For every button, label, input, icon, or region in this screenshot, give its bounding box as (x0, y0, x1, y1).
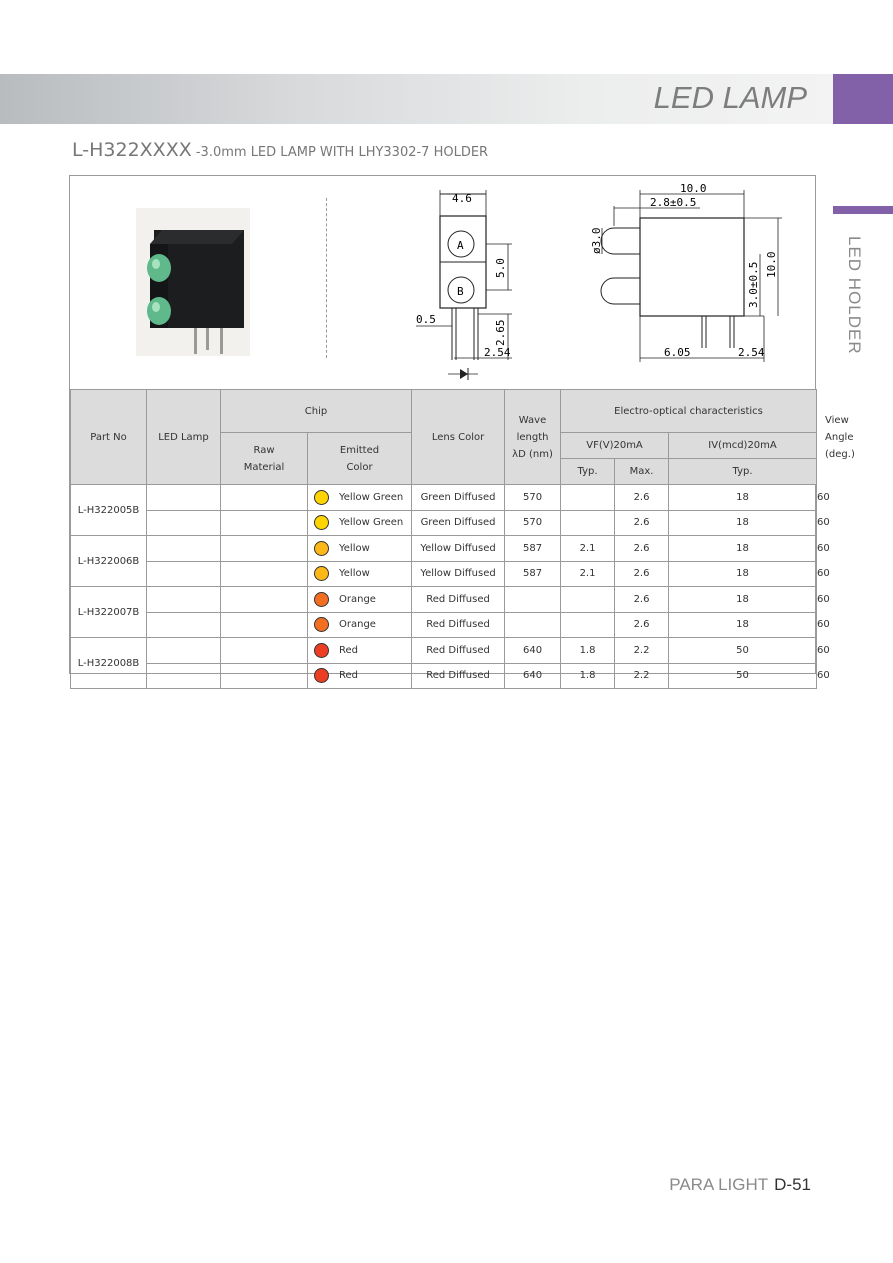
lens-color-cell: Red Diffused (412, 663, 505, 689)
raw-material-cell (221, 638, 308, 664)
iv-typ-cell: 18 (669, 612, 817, 638)
product-title (72, 139, 488, 161)
wavelength-cell: 640 (505, 638, 561, 664)
dim-total-height: 10.0 (765, 251, 778, 278)
wavelength-cell (505, 587, 561, 613)
dim-bottom: 6.05 (664, 346, 691, 359)
raw-material-cell (221, 536, 308, 562)
emitted-color-cell (308, 510, 412, 536)
wavelength-cell: 587 (505, 561, 561, 587)
th-vf-typ: Typ. (561, 459, 615, 485)
page-category-title: LED LAMP (653, 80, 807, 115)
vf-typ-cell (561, 587, 615, 613)
dim-pitch-side: 2.54 (738, 346, 765, 359)
led-lamp-cell (147, 485, 221, 511)
dimension-drawing (400, 178, 820, 388)
header-accent-block (833, 74, 893, 124)
vf-max-cell: 2.6 (615, 485, 669, 511)
iv-typ-cell: 18 (669, 561, 817, 587)
dim-top-width: 10.0 (680, 182, 707, 195)
th-vf-max: Max. (615, 459, 669, 485)
table-row: Yellow Yellow Diffused 587 2.1 2.6 18 60 (71, 561, 817, 587)
th-electro-optical: Electro-optical characteristics (561, 390, 817, 433)
led-lamp-cell (147, 561, 221, 587)
vf-max-cell: 2.6 (615, 587, 669, 613)
page-footer (669, 1175, 811, 1195)
emitted-color-text: Red (339, 644, 358, 656)
table-row: Yellow Green Green Diffused 570 2.6 18 60 (71, 510, 817, 536)
dim-offset: 2.8±0.5 (650, 196, 697, 209)
emitted-color-text: Yellow (339, 542, 370, 554)
color-dot-icon (314, 668, 329, 683)
th-chip: Chip (221, 390, 412, 433)
dim-lens: ø3.0 (590, 227, 603, 254)
part-no-cell: L-H322005B (71, 485, 147, 536)
wavelength-cell: 587 (505, 536, 561, 562)
color-dot-icon (314, 566, 329, 581)
emitted-color-cell (308, 612, 412, 638)
emitted-color-text: Yellow Green (339, 517, 404, 529)
th-vf: VF(V)20mA (561, 433, 669, 459)
section-divider (326, 198, 327, 358)
th-lens-color: Lens Color (412, 390, 505, 485)
th-wavelength: Wave length λD (nm) (505, 390, 561, 485)
emitted-color-cell (308, 663, 412, 689)
iv-typ-cell: 18 (669, 587, 817, 613)
color-dot-icon (314, 617, 329, 632)
led-lamp-cell (147, 510, 221, 536)
th-raw-material: Raw Material (221, 433, 308, 485)
vf-max-cell: 2.2 (615, 638, 669, 664)
led-lamp-cell (147, 612, 221, 638)
label-b: B (457, 285, 464, 298)
raw-material-cell (221, 612, 308, 638)
raw-material-cell (221, 587, 308, 613)
footer-brand: PARA LIGHT (669, 1175, 769, 1194)
table-row: L-H322006B Yellow Yellow Diffused 587 2.1 2.6 18 60 (71, 536, 817, 562)
lens-color-cell: Yellow Diffused (412, 536, 505, 562)
th-part-no: Part No (71, 390, 147, 485)
table-row: L-H322007B Orange Red Diffused 2.6 18 60 (71, 587, 817, 613)
led-lamp-cell (147, 663, 221, 689)
emitted-color-text: Orange (339, 593, 376, 605)
lens-color-cell: Red Diffused (412, 638, 505, 664)
header-banner (0, 74, 833, 124)
vf-typ-cell (561, 612, 615, 638)
emitted-color-text: Yellow Green (339, 491, 404, 503)
emitted-color-text: Red (339, 670, 358, 682)
spec-table: Part No LED Lamp Chip Lens Color Wave length λD (nm) Electro-optical characteristics View Angle (deg.) Raw Material Emitted Color VF(V)20mA IV(mcd)20mA Typ. Max. Typ. L-H322005B Yellow Green Green Diffused 570 2.6 18 60 Yellow Green Green Diffused 570 2.6 18 60 L-H322006B Yellow Yellow Diffused 587 2.1 2.6 18 60 Yellow Yellow Diffused 587 2.1 2.6 18 60 L-H322007B Orange Red Diffused 2.6 18 60 Orange Red Diffused 2.6 18 60 L-H322008B Red Red Diffused 640 1.8 2.2 50 60 Red Red Diffused 640 1.8 2.2 50 60 (70, 389, 817, 689)
table-row: L-H322005B Yellow Green Green Diffused 570 2.6 18 60 (71, 485, 817, 511)
dim-pin-length: 2.65 (494, 319, 507, 346)
led-lamp-cell (147, 638, 221, 664)
lens-color-cell: Green Diffused (412, 510, 505, 536)
lens-color-cell: Red Diffused (412, 612, 505, 638)
side-accent-bar (833, 206, 893, 214)
part-no-cell: L-H322007B (71, 587, 147, 638)
side-section-label: LED HOLDER (845, 236, 864, 355)
iv-typ-cell: 50 (669, 663, 817, 689)
iv-typ-cell: 50 (669, 638, 817, 664)
vf-max-cell: 2.6 (615, 510, 669, 536)
vf-typ-cell: 1.8 (561, 663, 615, 689)
vf-typ-cell: 2.1 (561, 561, 615, 587)
iv-typ-cell: 18 (669, 536, 817, 562)
vf-max-cell: 2.6 (615, 612, 669, 638)
table-row: Orange Red Diffused 2.6 18 60 (71, 612, 817, 638)
dim-pitch-front: 2.54 (484, 346, 511, 359)
part-no-cell: L-H322006B (71, 536, 147, 587)
dim-pin: 0.5 (416, 313, 436, 326)
diode-symbol-icon (460, 369, 468, 379)
th-iv-typ: Typ. (669, 459, 817, 485)
emitted-color-cell (308, 536, 412, 562)
raw-material-cell (221, 561, 308, 587)
led-lamp-cell (147, 587, 221, 613)
color-dot-icon (314, 490, 329, 505)
dim-height: 5.0 (494, 258, 507, 278)
lens-color-cell: Green Diffused (412, 485, 505, 511)
vf-typ-cell: 1.8 (561, 638, 615, 664)
vf-max-cell: 2.2 (615, 663, 669, 689)
vf-typ-cell: 2.1 (561, 536, 615, 562)
th-emitted-color: Emitted Color (308, 433, 412, 485)
spec-table-body (71, 485, 830, 689)
vf-max-cell: 2.6 (615, 536, 669, 562)
emitted-color-text: Orange (339, 619, 376, 631)
th-iv: IV(mcd)20mA (669, 433, 817, 459)
emitted-color-cell (308, 638, 412, 664)
emitted-color-text: Yellow (339, 568, 370, 580)
product-description: -3.0mm LED LAMP WITH LHY3302-7 HOLDER (191, 145, 489, 160)
raw-material-cell (221, 485, 308, 511)
iv-typ-cell: 18 (669, 485, 817, 511)
dim-side-height: 3.0±0.5 (747, 261, 760, 308)
page-number: D-51 (774, 1175, 811, 1194)
led-holder-photo-image (136, 208, 250, 356)
emitted-color-cell (308, 561, 412, 587)
raw-material-cell (221, 663, 308, 689)
led-lamp-cell (147, 536, 221, 562)
emitted-color-cell (308, 485, 412, 511)
lens-color-cell: Red Diffused (412, 587, 505, 613)
wavelength-cell: 570 (505, 510, 561, 536)
emitted-color-cell (308, 587, 412, 613)
color-dot-icon (314, 643, 329, 658)
vf-typ-cell (561, 485, 615, 511)
vf-typ-cell (561, 510, 615, 536)
product-photo (136, 208, 250, 356)
color-dot-icon (314, 515, 329, 530)
part-no-cell: L-H322008B (71, 638, 147, 689)
color-dot-icon (314, 541, 329, 556)
vf-max-cell: 2.6 (615, 561, 669, 587)
raw-material-cell (221, 510, 308, 536)
table-row: Red Red Diffused 640 1.8 2.2 50 60 (71, 663, 817, 689)
dim-front-width: 4.6 (452, 192, 472, 205)
lens-color-cell: Yellow Diffused (412, 561, 505, 587)
color-dot-icon (314, 592, 329, 607)
label-a: A (457, 239, 464, 252)
table-row: L-H322008B Red Red Diffused 640 1.8 2.2 50 60 (71, 638, 817, 664)
iv-typ-cell: 18 (669, 510, 817, 536)
wavelength-cell: 640 (505, 663, 561, 689)
wavelength-cell (505, 612, 561, 638)
wavelength-cell: 570 (505, 485, 561, 511)
th-led-lamp: LED Lamp (147, 390, 221, 485)
product-part-code: L-H322XXXX (72, 139, 192, 161)
